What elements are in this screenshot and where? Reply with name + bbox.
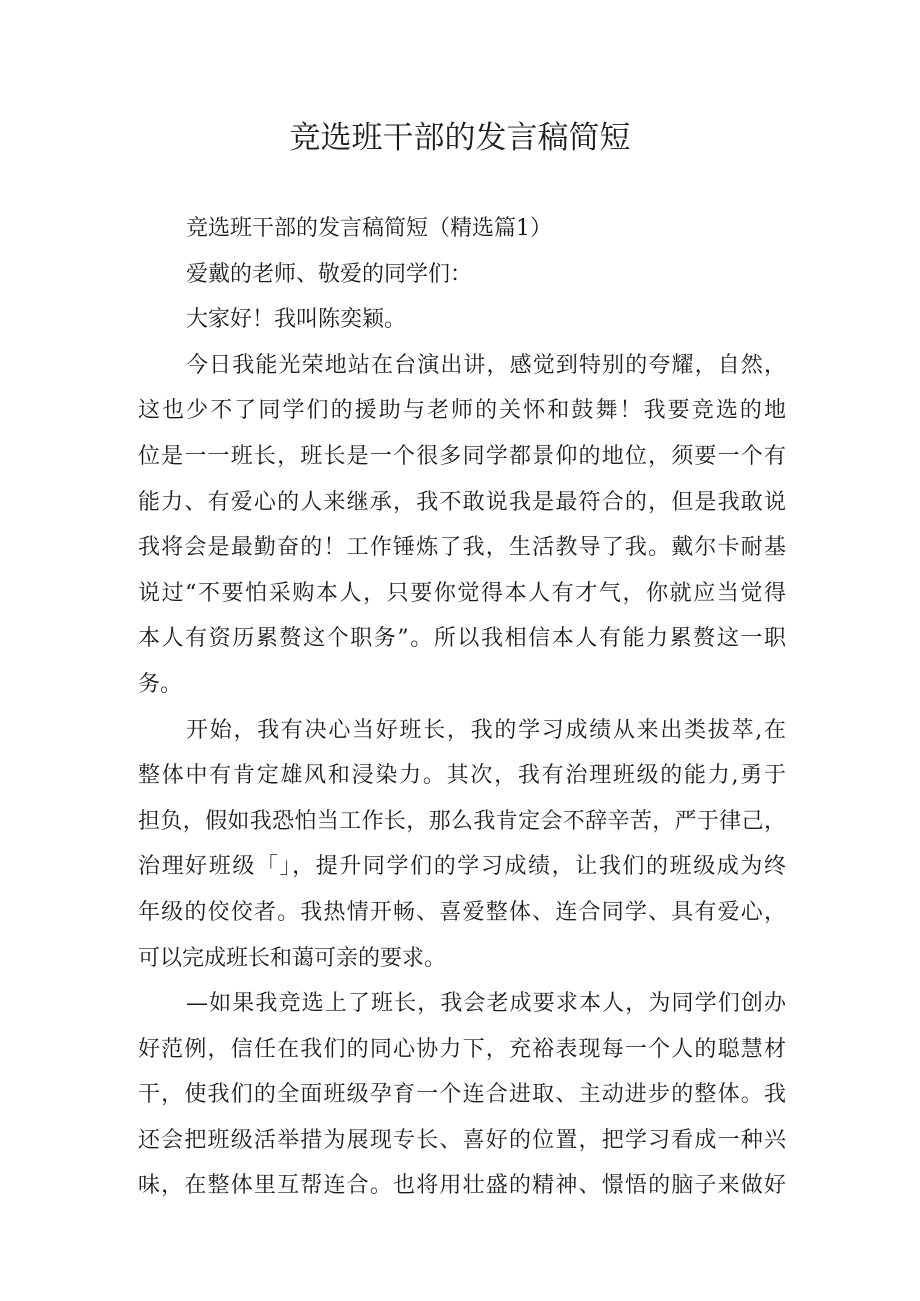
paragraph-line: 年级的佼佼者。我热情开畅、喜爱整体、连合同学、具有爱心，	[138, 899, 786, 925]
section-heading: 竞选班干部的发言稿简短（精选篇1）	[186, 216, 552, 241]
paragraph-line: —如果我竞选上了班长，我会老成要求本人，为同学们创办	[186, 991, 786, 1017]
paragraph-line: 开始，我有决心当好班长，我的学习成绩从来出类拔萃,在	[186, 717, 786, 743]
paragraph-line: 这也少不了同学们的援助与老师的关怀和鼓舞！我要竞选的地	[138, 398, 786, 424]
paragraph-line: 干，使我们的全面班级孕育一个连合进取、主动进步的整体。我	[138, 1082, 786, 1108]
paragraph-line: 本人有资历累赘这个职务”。所以我相信本人有能力累赘这一职	[138, 626, 786, 652]
paragraph-line: 务。	[138, 671, 183, 697]
paragraph-line: 整体中有肯定雄风和浸染力。其次，我有治理班级的能力,勇于	[138, 763, 786, 789]
paragraph-line: 担负，假如我恐怕当工作长，那么我肯定会不辞辛苦，严于律己，	[138, 808, 786, 834]
paragraph-line: 还会把班级活举措为展现专长、喜好的位置，把学习看成一种兴	[138, 1127, 786, 1153]
paragraph-line: 说过“不要怕采购本人，只要你觉得本人有才气，你就应当觉得	[138, 580, 786, 606]
document-body	[138, 206, 786, 1209]
greeting: 大家好！我叫陈奕颖。	[186, 307, 407, 333]
paragraph-line: 我将会是最勤奋的！工作锤炼了我，生活教导了我。戴尔卡耐基	[138, 535, 786, 561]
document-title: 竞选班干部的发言稿简短	[289, 120, 631, 156]
salutation: 爱戴的老师、敬爱的同学们：	[186, 261, 473, 287]
paragraph-line: 好范例，信任在我们的同心协力下，充裕表现每一个人的聪慧材	[138, 1036, 786, 1062]
paragraph-line: 能力、有爱心的人来继承，我不敢说我是最符合的，但是我敢说	[138, 489, 786, 515]
paragraph-line: 治理好班级「」，提升同学们的学习成绩，让我们的班级成为终	[138, 854, 786, 880]
paragraph-line: 味，在整体里互帮连合。也将用壮盛的精神、憬悟的脑子来做好	[138, 1173, 786, 1199]
paragraph-line: 位是一一班长，班长是一个很多同学都景仰的地位，须要一个有	[138, 443, 786, 469]
paragraph-line: 今日我能光荣地站在台演出讲，感觉到特别的夸耀，自然，	[186, 352, 786, 378]
paragraph-line: 可以完成班长和蔼可亲的要求。	[138, 945, 447, 971]
